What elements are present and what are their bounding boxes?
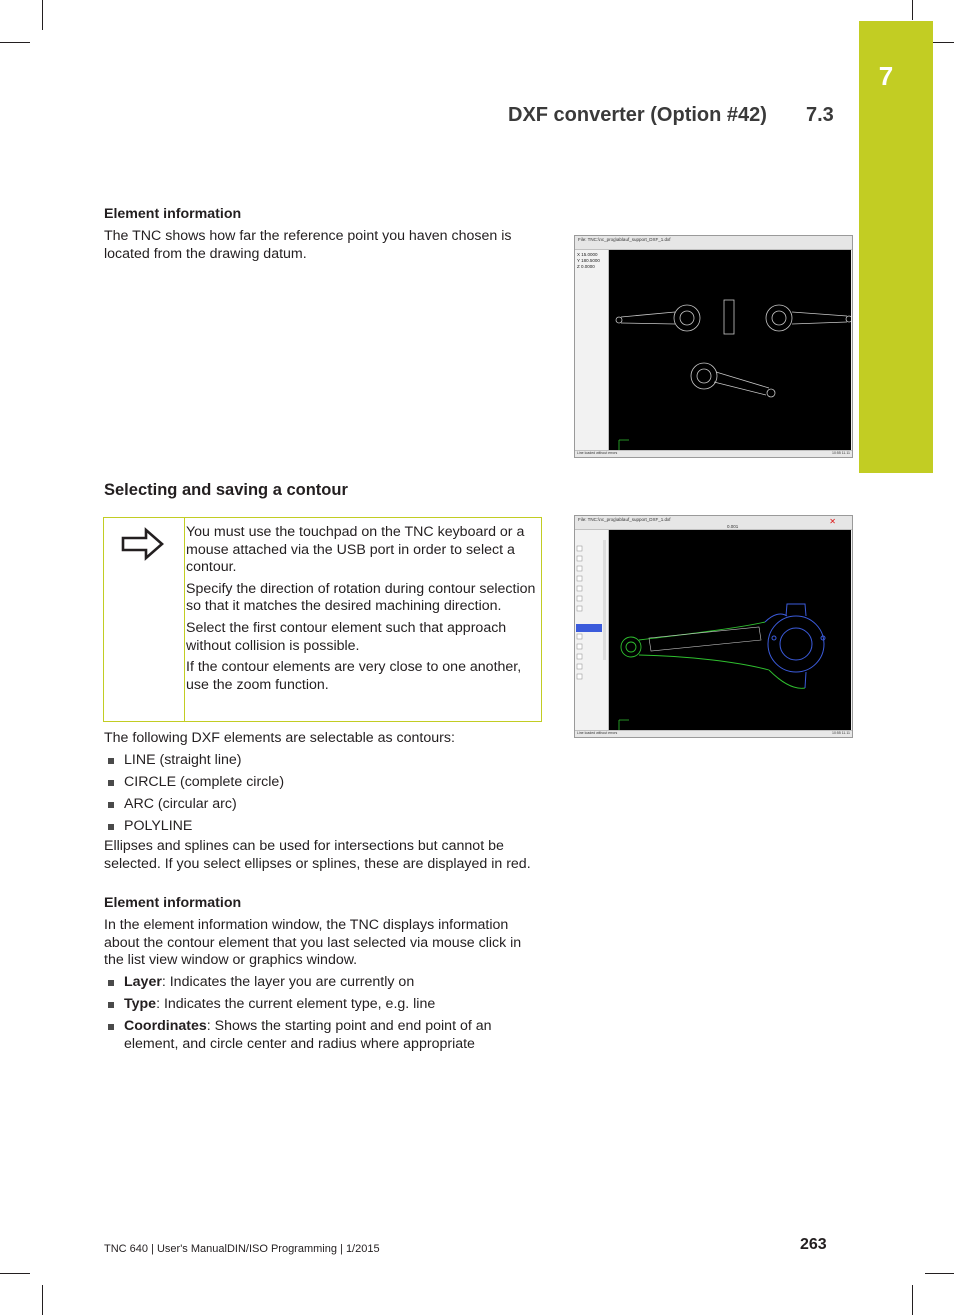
running-header-section: 7.3 (806, 104, 834, 126)
ellipse-note: Ellipses and splines can be used for intersections but cannot be selected. If you select ellipses or splines, these are displayed in red. (104, 838, 531, 872)
selectable-elements-list (104, 752, 544, 840)
bullet-icon (108, 758, 114, 764)
crop-mark (912, 0, 913, 20)
chapter-tab (859, 21, 933, 473)
screenshot-statusbar (575, 450, 852, 457)
list-item (104, 974, 544, 992)
list-item (104, 996, 544, 1014)
list-item-text: LINE (straight line) (124, 752, 242, 768)
arrow-right-icon (118, 524, 168, 564)
list-item-desc: : Indicates the layer you are currently on (161, 974, 415, 990)
coord-x: X 15.0000 (577, 252, 598, 257)
connecting-rod-contour (609, 530, 851, 730)
status-text: Line loaded without errors (577, 451, 618, 455)
screenshot-toolbar (575, 516, 852, 530)
status-time: 10:55 11.11 (832, 731, 850, 735)
screenshot-file-title: File: TNC:\nc_prog\ablauf_support_DXF_1.dxf (578, 517, 671, 522)
element-info-heading-2: Element information (104, 895, 242, 911)
status-text: Line loaded without errors (577, 731, 618, 735)
dxf-screenshot-contour-selection (574, 515, 853, 738)
note-paragraph: Specify the direction of rotation during contour selection so that it matches the desired machining direction. (186, 580, 536, 615)
close-icon[interactable]: ✕ (829, 517, 836, 526)
note-paragraph: If the contour elements are very close to one another, use the zoom function. (186, 659, 522, 693)
list-intro: The following DXF elements are selectable as contours: (104, 730, 455, 746)
bullet-icon (108, 1024, 114, 1030)
element-info-body: The TNC shows how far the reference point you haven chosen is located from the drawing datum. (104, 228, 512, 262)
crop-mark (925, 1273, 954, 1274)
status-time: 10:55 11.11 (832, 451, 850, 455)
zoom-value: 0.001 (727, 524, 739, 529)
running-header-title: DXF converter (Option #42) (508, 104, 767, 126)
list-item (104, 1018, 544, 1053)
note-paragraph: You must use the touchpad on the TNC keyboard or a mouse attached via the USB port in order to select a contour. (186, 524, 525, 576)
crop-mark (0, 1273, 30, 1274)
note-paragraph: Select the first contour element such that approach without collision is possible. (186, 619, 507, 654)
element-list (575, 530, 608, 730)
connecting-rod-drawing (609, 250, 851, 450)
list-item-text: ARC (circular arc) (124, 795, 237, 812)
list-item-term: Layer (124, 974, 162, 990)
crop-mark (0, 42, 30, 43)
bullet-icon (108, 802, 114, 808)
page-number: 263 (800, 1236, 827, 1253)
dxf-screenshot-element-info (574, 235, 853, 458)
list-item-desc: : Shows the starting point and end point of an element, and circle center and radius where appropriate (124, 1017, 492, 1052)
element-list-panel (575, 530, 609, 730)
note-body (186, 524, 538, 698)
coord-y: Y 180.5000 (577, 258, 600, 263)
section-heading: Selecting and saving a contour (104, 481, 348, 499)
list-item-term: Coordinates (124, 1017, 207, 1034)
list-item (104, 818, 544, 836)
list-item (104, 774, 544, 792)
list-item-text: CIRCLE (complete circle) (124, 773, 285, 790)
screenshot-statusbar (575, 730, 852, 737)
crop-mark (42, 0, 43, 30)
list-item-desc: : Indicates the current element type, e.g. line (156, 995, 436, 1012)
bullet-icon (108, 780, 114, 786)
bullet-icon (108, 824, 114, 830)
list-item (104, 796, 544, 814)
element-info-heading: Element information (104, 206, 242, 222)
coord-z: Z 0.0000 (577, 264, 595, 269)
bullet-icon (108, 980, 114, 986)
chapter-number: 7 (878, 61, 894, 91)
element-info-body-2: In the element information window, the TNC displays information about the contour element that you last selected via mouse click in the list view window or graphics window. (104, 917, 522, 969)
note-divider (184, 518, 185, 721)
crop-mark (42, 1285, 43, 1315)
screenshot-toolbar (575, 236, 852, 250)
drawing-canvas (609, 250, 851, 450)
list-item (104, 752, 544, 770)
list-item-term: Type (124, 995, 157, 1012)
screenshot-sidebar (575, 250, 609, 450)
list-item-text: POLYLINE (124, 817, 193, 834)
note-box (103, 517, 542, 722)
element-info-list (104, 974, 544, 1058)
crop-mark (912, 1285, 913, 1315)
bullet-icon (108, 1002, 114, 1008)
footer-text: TNC 640 | User's ManualDIN/ISO Programming | 1/2015 (104, 1243, 380, 1255)
screenshot-file-title: File: TNC:\nc_prog\ablauf_support_DXF_1.dxf (578, 237, 671, 242)
drawing-canvas (609, 530, 851, 730)
